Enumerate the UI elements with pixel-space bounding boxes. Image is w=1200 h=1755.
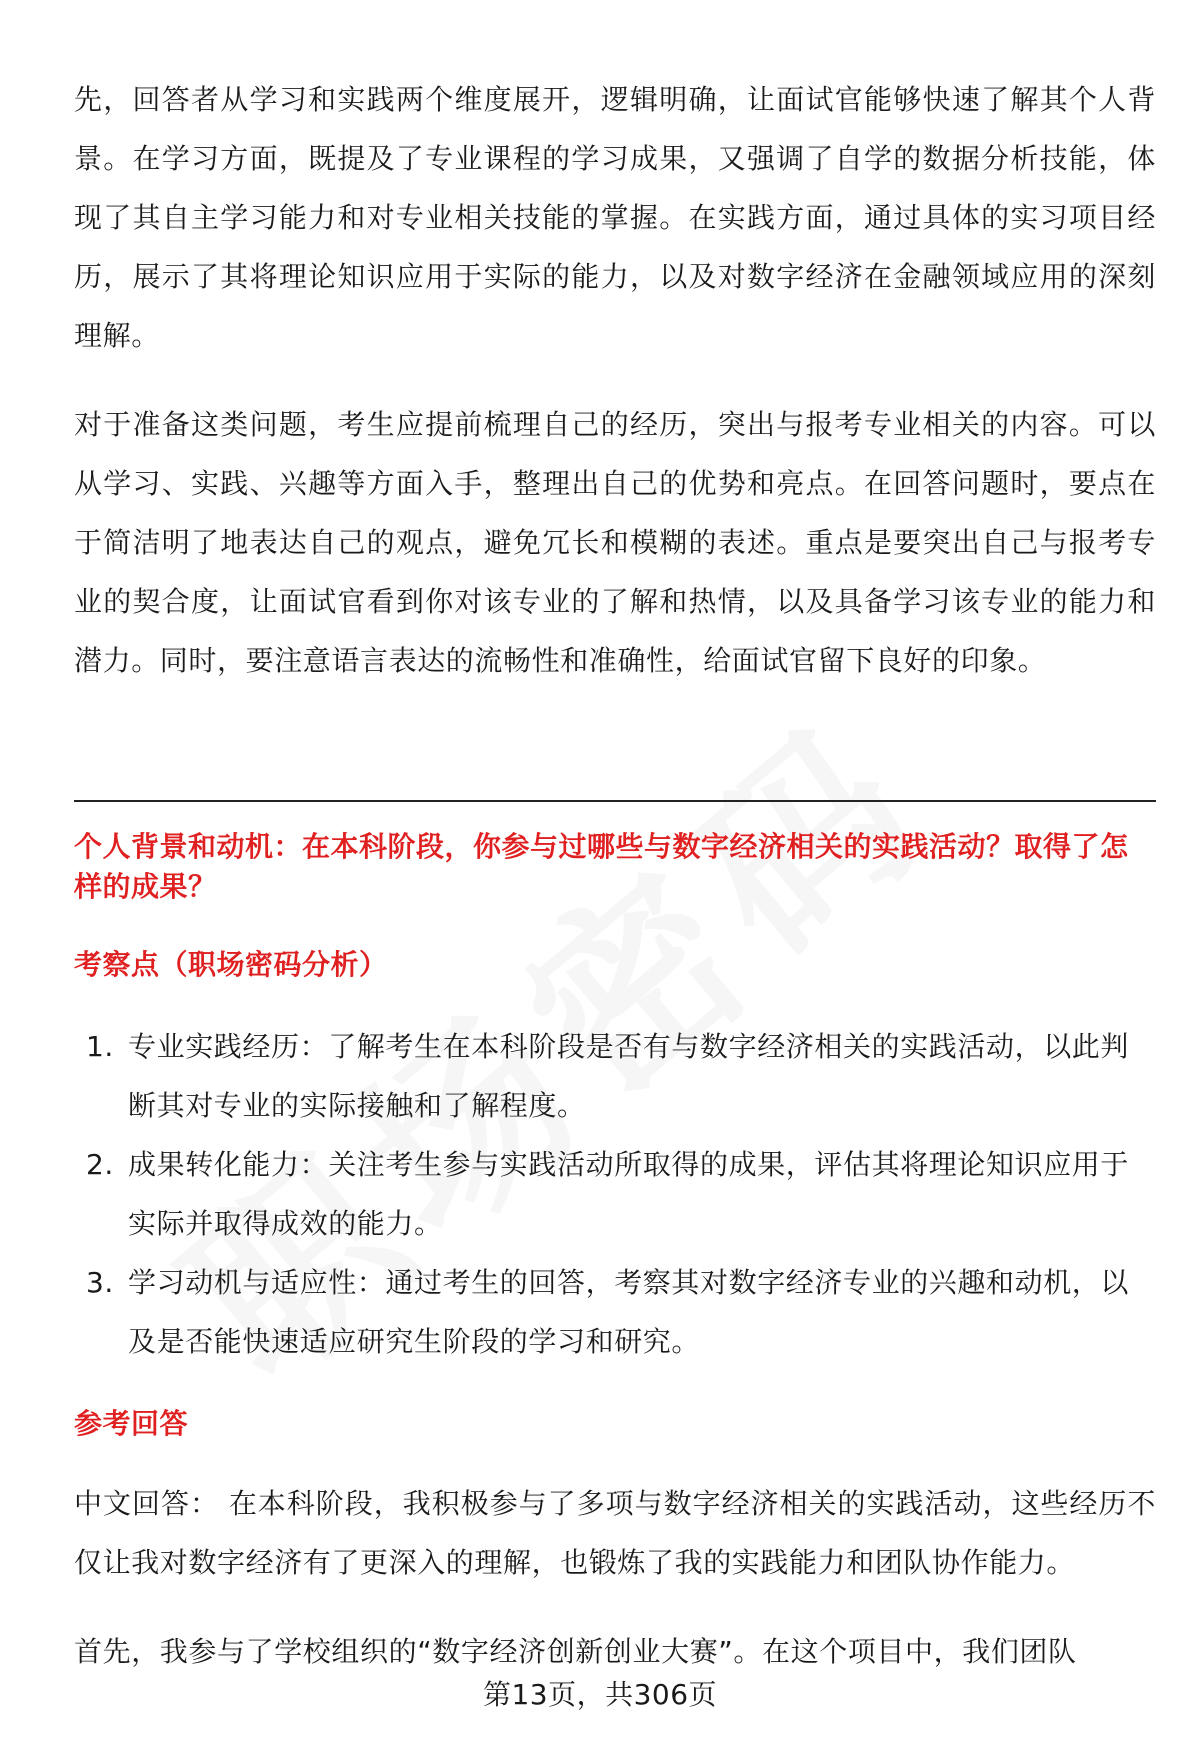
list-item-text: 学习动机与适应性：通过考生的回答，考察其对数字经济专业的兴趣和动机，以及是否能快速适应研究生阶段的学习和研究。 <box>128 1266 1130 1358</box>
answer-paragraph: 首先，我参与了学校组织的“数字经济创新创业大赛”。在这个项目中，我们团队 <box>74 1635 1077 1668</box>
assessment-points-list <box>74 1017 1156 1371</box>
question-heading: 个人背景和动机：在本科阶段，你参与过哪些与数字经济相关的实践活动？取得了怎样的成果？ <box>74 830 1129 903</box>
top-text-block <box>74 70 1156 690</box>
list-item-number: 1. <box>86 1030 114 1063</box>
section-divider <box>74 800 1156 802</box>
paragraph-advice: 对于准备这类问题，考生应提前梳理自己的经历，突出与报考专业相关的内容。可以从学习、实践、兴趣等方面入手，整理出自己的优势和亮点。在回答问题时，要点在于简洁明了地表达自己的观点，避免冗长和模糊的表述。重点是要突出自己与报考专业的契合度，让面试官看到你对该专业的了解和热情，以及具备学习该专业的能力和潜力。同时，要注意语言表达的流畅性和准确性，给面试官留下良好的印象。 <box>74 408 1156 677</box>
reference-answer-heading: 参考回答 <box>74 1407 189 1440</box>
list-item-text: 专业实践经历：了解考生在本科阶段是否有与数字经济相关的实践活动，以此判断其对专业的实际接触和了解程度。 <box>128 1030 1130 1122</box>
assessment-points-heading: 考察点（职场密码分析） <box>74 948 388 981</box>
list-item-text: 成果转化能力：关注考生参与实践活动所取得的成果，评估其将理论知识应用于实际并取得成效的能力。 <box>128 1148 1130 1240</box>
list-item <box>74 1135 1156 1253</box>
paragraph-analysis: 先，回答者从学习和实践两个维度展开，逻辑明确，让面试官能够快速了解其个人背景。在学习方面，既提及了专业课程的学习成果，又强调了自学的数据分析技能，体现了其自主学习能力和对专业相关技能的掌握。在实践方面，通过具体的实习项目经历，展示了其将理论知识应用于实际的能力，以及对数字经济在金融领域应用的深刻理解。 <box>74 83 1156 352</box>
answer-paragraph: 中文回答： 在本科阶段，我积极参与了多项与数字经济相关的实践活动，这些经历不仅让我对数字经济有了更深入的理解，也锻炼了我的实践能力和团队协作能力。 <box>74 1487 1156 1579</box>
list-item <box>74 1017 1156 1135</box>
reference-answer-block <box>74 1474 1156 1681</box>
list-item <box>74 1253 1156 1371</box>
list-item-number: 2. <box>86 1148 114 1181</box>
page-number: 第13页，共306页 <box>482 1678 718 1711</box>
list-item-number: 3. <box>86 1266 114 1299</box>
